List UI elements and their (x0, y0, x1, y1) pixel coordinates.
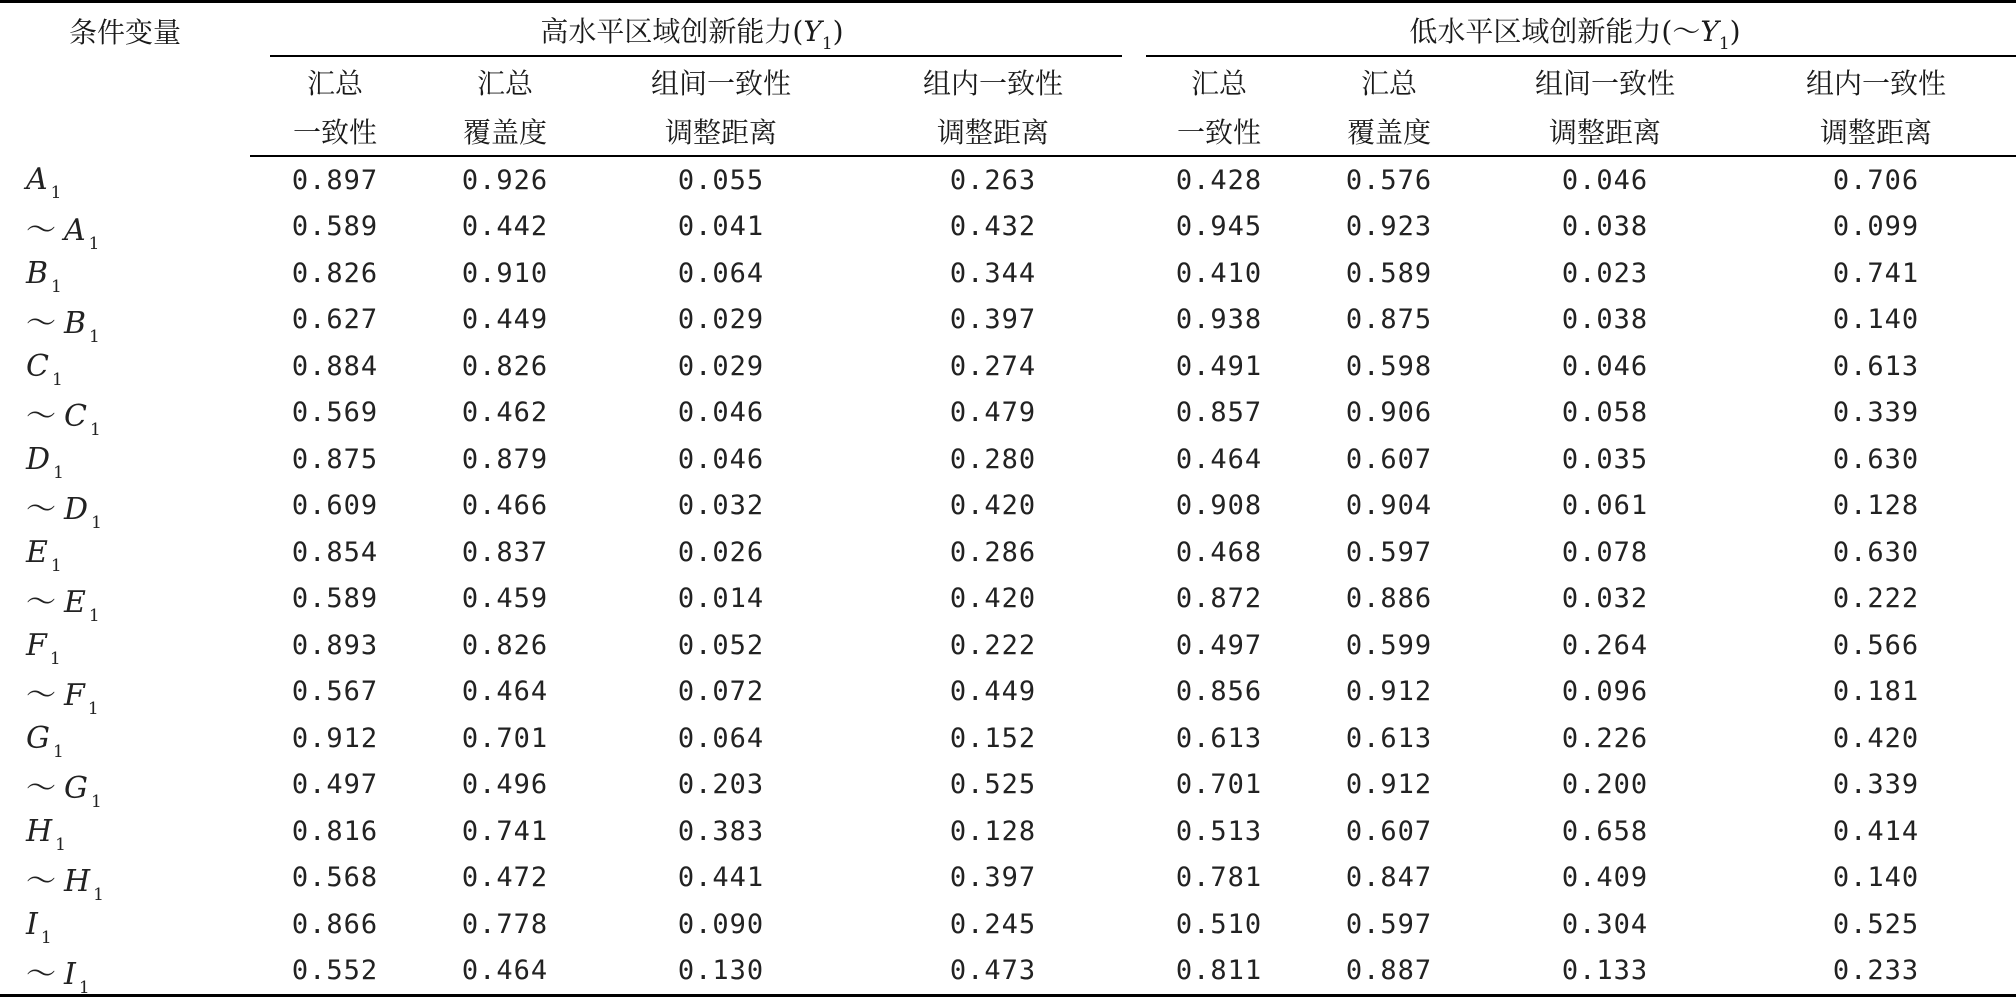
value-cell: 0.233 (1736, 948, 2016, 996)
variable-letter: C (26, 348, 49, 384)
value-cell: 0.701 (1175, 769, 1263, 801)
value-cell: 0.099 (1832, 211, 1920, 243)
col-header-line2: 一致性 (250, 107, 420, 156)
condition-variable-cell (0, 204, 250, 254)
negation-symbol: ～ (26, 956, 56, 992)
variable-letter: B (26, 255, 49, 291)
value-cell: 0.023 (1561, 257, 1649, 289)
value-cell: 0.781 (1175, 862, 1263, 894)
value-cell: 0.414 (1832, 815, 1920, 847)
table-row (0, 390, 2016, 437)
value-cell: 0.568 (291, 862, 379, 894)
condition-variable-cell (0, 948, 250, 996)
col-header-line1: 汇总 (1360, 67, 1417, 100)
negation-symbol: ～ (26, 398, 56, 434)
value-cell: 0.432 (949, 211, 1037, 243)
value-cell: 0.128 (949, 815, 1037, 847)
value-cell: 0.064 (677, 722, 765, 754)
table-row (0, 343, 2016, 390)
value-cell: 0.420 (949, 583, 1037, 615)
col-header-line1: 组间一致性 (650, 67, 791, 100)
variable-letter: G (26, 720, 50, 756)
variable-subscript: 1 (50, 555, 62, 576)
variable-subscript: 1 (89, 419, 101, 440)
value-cell: 0.014 (677, 583, 765, 615)
value-cell: 0.479 (949, 397, 1037, 429)
negation-symbol: ～ (26, 863, 56, 899)
value-cell: 0.567 (291, 676, 379, 708)
value-cell: 0.078 (1561, 536, 1649, 568)
value-cell: 0.741 (461, 815, 549, 847)
value-cell: 0.046 (1561, 164, 1649, 196)
value-cell: 0.152 (949, 722, 1037, 754)
high-group-prefix: 高水平区域创新能力( (540, 15, 804, 48)
value-cell: 0.032 (1561, 583, 1649, 615)
col-header-line2: 调整距离 (852, 107, 1134, 156)
value-cell: 0.826 (291, 257, 379, 289)
value-cell: 0.286 (949, 536, 1037, 568)
value-cell: 0.410 (1175, 257, 1263, 289)
variable-letter: F (64, 677, 85, 713)
negation-symbol: ～ (26, 305, 56, 341)
high-group-suffix: ) (832, 15, 844, 48)
value-cell: 0.826 (461, 350, 549, 382)
value-cell: 0.420 (949, 490, 1037, 522)
negation-symbol: ～ (26, 491, 56, 527)
value-cell: 0.344 (949, 257, 1037, 289)
value-cell: 0.428 (1175, 164, 1263, 196)
value-cell: 0.887 (1304, 948, 1474, 996)
condition-variable-cell (0, 622, 250, 669)
value-cell: 0.442 (461, 211, 549, 243)
value-cell: 0.130 (590, 948, 852, 996)
value-cell: 0.038 (1561, 211, 1649, 243)
value-cell: 0.826 (461, 629, 549, 661)
value-cell: 0.420 (1832, 722, 1920, 754)
value-cell: 0.383 (677, 815, 765, 847)
variable-subscript: 1 (91, 512, 102, 533)
value-cell: 0.525 (1832, 908, 1920, 940)
variable-subscript: 1 (78, 977, 90, 998)
value-cell: 0.472 (461, 862, 549, 894)
value-cell: 0.906 (1345, 397, 1433, 429)
variable-letter: A (64, 212, 86, 248)
value-cell: 0.449 (949, 676, 1037, 708)
value-cell: 0.857 (1175, 397, 1263, 429)
table-row (0, 529, 2016, 576)
value-cell: 0.879 (461, 443, 549, 475)
value-cell: 0.064 (677, 257, 765, 289)
table-row (0, 297, 2016, 344)
value-cell: 0.912 (1345, 676, 1433, 708)
variable-subscript: 1 (89, 326, 100, 347)
value-cell: 0.837 (461, 536, 549, 568)
value-cell: 0.525 (949, 769, 1037, 801)
col-header-line1: 组间一致性 (1534, 67, 1675, 100)
value-cell: 0.263 (949, 164, 1037, 196)
value-cell: 0.274 (949, 350, 1037, 382)
value-cell: 0.589 (291, 211, 379, 243)
value-cell: 0.630 (1832, 536, 1920, 568)
variable-subscript: 1 (55, 834, 66, 855)
table-header (0, 2, 2016, 157)
value-cell: 0.627 (291, 304, 379, 336)
value-cell: 0.569 (291, 397, 379, 429)
low-group-var: Y (1700, 15, 1719, 48)
col-header-line2: 覆盖度 (420, 107, 590, 156)
variable-subscript: 1 (52, 741, 64, 762)
condition-variable-cell (0, 250, 250, 297)
value-cell: 0.566 (1832, 629, 1920, 661)
value-cell: 0.264 (1561, 629, 1649, 661)
value-cell: 0.058 (1561, 397, 1649, 429)
value-cell: 0.847 (1345, 862, 1433, 894)
condition-variable-cell (0, 576, 250, 626)
variable-subscript: 1 (87, 698, 99, 719)
variable-subscript: 1 (88, 233, 100, 254)
table-row (0, 715, 2016, 762)
condition-variable-cell (0, 483, 250, 533)
value-cell: 0.497 (1175, 629, 1263, 661)
value-cell: 0.589 (1345, 257, 1433, 289)
condition-variable-cell (0, 156, 250, 204)
value-cell: 0.140 (1832, 862, 1920, 894)
value-cell: 0.816 (291, 815, 379, 847)
value-cell: 0.339 (1832, 397, 1920, 429)
value-cell: 0.912 (1345, 769, 1433, 801)
low-level-group-header (1134, 2, 2016, 58)
variable-letter: G (64, 770, 88, 806)
value-cell: 0.854 (291, 536, 379, 568)
condition-variable-cell (0, 901, 250, 948)
value-cell: 0.462 (461, 397, 549, 429)
table-row (0, 762, 2016, 809)
value-cell: 0.741 (1832, 257, 1920, 289)
table-row (0, 576, 2016, 623)
col-header-line2: 一致性 (1134, 107, 1304, 156)
negation-symbol: ～ (26, 212, 56, 248)
col-header-line2: 调整距离 (1474, 107, 1736, 156)
value-cell: 0.222 (949, 629, 1037, 661)
value-cell: 0.046 (1561, 350, 1649, 382)
col-header-line1: 组内一致性 (922, 67, 1063, 100)
variable-letter: I (64, 956, 76, 992)
high-group-sub: 1 (821, 34, 833, 54)
condition-variable-cell (0, 390, 250, 440)
value-cell: 0.397 (949, 862, 1037, 894)
condition-variable-cell (0, 855, 250, 905)
value-cell: 0.473 (852, 948, 1134, 996)
table-body (0, 156, 2016, 996)
value-cell: 0.510 (1175, 908, 1263, 940)
value-cell: 0.701 (461, 722, 549, 754)
condition-variable-cell (0, 669, 250, 719)
table-row (0, 901, 2016, 948)
value-cell: 0.607 (1345, 815, 1433, 847)
high-group-var: Y (803, 15, 822, 48)
condition-variable-cell (0, 297, 250, 347)
condition-variable-header (0, 2, 250, 157)
value-cell: 0.203 (677, 769, 765, 801)
value-cell: 0.613 (1175, 722, 1263, 754)
value-cell: 0.339 (1832, 769, 1920, 801)
value-cell: 0.464 (1175, 443, 1263, 475)
low-group-suffix: ) (1729, 15, 1741, 48)
variable-subscript: 1 (51, 369, 63, 390)
variable-letter: F (26, 627, 47, 663)
value-cell: 0.598 (1345, 350, 1433, 382)
value-cell: 0.032 (677, 490, 765, 522)
variable-letter: C (64, 398, 87, 434)
value-cell: 0.630 (1832, 443, 1920, 475)
table-row (0, 622, 2016, 669)
value-cell: 0.599 (1345, 629, 1433, 661)
variable-letter: D (64, 491, 89, 527)
col-header-line2: 调整距离 (1736, 107, 2016, 156)
condition-variable-label: 条件变量 (68, 16, 181, 49)
variable-subscript: 1 (88, 605, 100, 626)
value-cell: 0.441 (677, 862, 765, 894)
value-cell: 0.706 (1832, 164, 1920, 196)
value-cell: 0.026 (677, 536, 765, 568)
value-cell: 0.133 (1474, 948, 1736, 996)
col-header-line1: 汇总 (1190, 67, 1247, 100)
value-cell: 0.912 (291, 722, 379, 754)
value-cell: 0.904 (1345, 490, 1433, 522)
col-header-line2: 覆盖度 (1304, 107, 1474, 156)
table-row (0, 436, 2016, 483)
value-cell: 0.607 (1345, 443, 1433, 475)
value-cell: 0.597 (1345, 536, 1433, 568)
col-header-line1: 汇总 (306, 67, 363, 100)
value-cell: 0.886 (1345, 583, 1433, 615)
value-cell: 0.029 (677, 304, 765, 336)
variable-letter: I (26, 906, 38, 942)
value-cell: 0.496 (461, 769, 549, 801)
table-row (0, 855, 2016, 902)
value-cell: 0.052 (677, 629, 765, 661)
condition-variable-cell (0, 343, 250, 390)
variable-subscript: 1 (90, 791, 102, 812)
value-cell: 0.029 (677, 350, 765, 382)
high-level-group-header (250, 2, 1134, 58)
condition-variable-cell (0, 715, 250, 762)
variable-subscript: 1 (51, 276, 62, 297)
negation-symbol: ～ (26, 677, 56, 713)
value-cell: 0.613 (1345, 722, 1433, 754)
value-cell: 0.923 (1345, 211, 1433, 243)
value-cell: 0.926 (461, 164, 549, 196)
value-cell: 0.128 (1832, 490, 1920, 522)
low-group-prefix: 低水平区域创新能力(～ (1409, 15, 1701, 48)
variable-subscript: 1 (93, 884, 104, 905)
value-cell: 0.875 (291, 443, 379, 475)
value-cell: 0.035 (1561, 443, 1649, 475)
variable-subscript: 1 (40, 927, 52, 948)
variable-letter: H (26, 813, 53, 849)
value-cell: 0.466 (461, 490, 549, 522)
value-cell: 0.884 (291, 350, 379, 382)
table-row (0, 250, 2016, 297)
value-cell: 0.866 (291, 908, 379, 940)
value-cell: 0.658 (1561, 815, 1649, 847)
group-header-row (0, 2, 2016, 58)
value-cell: 0.856 (1175, 676, 1263, 708)
table-row (0, 948, 2016, 996)
variable-subscript: 1 (49, 648, 61, 669)
value-cell: 0.181 (1832, 676, 1920, 708)
value-cell: 0.875 (1345, 304, 1433, 336)
value-cell: 0.200 (1561, 769, 1649, 801)
col-header-line1: 组内一致性 (1805, 67, 1946, 100)
value-cell: 0.491 (1175, 350, 1263, 382)
variable-letter: H (64, 863, 91, 899)
value-cell: 0.910 (461, 257, 549, 289)
variable-letter: A (26, 162, 48, 198)
low-group-sub: 1 (1718, 34, 1730, 54)
value-cell: 0.872 (1175, 583, 1263, 615)
value-cell: 0.513 (1175, 815, 1263, 847)
value-cell: 0.090 (677, 908, 765, 940)
value-cell: 0.576 (1345, 164, 1433, 196)
value-cell: 0.908 (1175, 490, 1263, 522)
value-cell: 0.897 (291, 164, 379, 196)
value-cell: 0.245 (949, 908, 1037, 940)
condition-variable-cell (0, 762, 250, 812)
value-cell: 0.096 (1561, 676, 1649, 708)
table-row (0, 669, 2016, 716)
value-cell: 0.464 (461, 676, 549, 708)
value-cell: 0.041 (677, 211, 765, 243)
value-cell: 0.046 (677, 397, 765, 429)
value-cell: 0.072 (677, 676, 765, 708)
value-cell: 0.046 (677, 443, 765, 475)
value-cell: 0.938 (1175, 304, 1263, 336)
value-cell: 0.552 (250, 948, 420, 996)
variable-subscript: 1 (50, 183, 62, 204)
column-header-row-2 (0, 107, 2016, 156)
value-cell: 0.811 (1134, 948, 1304, 996)
value-cell: 0.222 (1832, 583, 1920, 615)
negation-symbol: ～ (26, 584, 56, 620)
value-cell: 0.280 (949, 443, 1037, 475)
value-cell: 0.497 (291, 769, 379, 801)
value-cell: 0.945 (1175, 211, 1263, 243)
variable-letter: B (64, 305, 87, 341)
value-cell: 0.061 (1561, 490, 1649, 522)
value-cell: 0.140 (1832, 304, 1920, 336)
table-row (0, 483, 2016, 530)
column-header-row-1 (0, 57, 2016, 107)
col-header-line1: 汇总 (476, 67, 533, 100)
value-cell: 0.055 (677, 164, 765, 196)
value-cell: 0.409 (1561, 862, 1649, 894)
value-cell: 0.226 (1561, 722, 1649, 754)
table-row (0, 204, 2016, 251)
value-cell: 0.459 (461, 583, 549, 615)
table-row (0, 156, 2016, 204)
negation-symbol: ～ (26, 770, 56, 806)
value-cell: 0.609 (291, 490, 379, 522)
condition-variable-cell (0, 529, 250, 576)
value-cell: 0.464 (420, 948, 590, 996)
variable-letter: E (64, 584, 86, 620)
variable-letter: E (26, 534, 48, 570)
value-cell: 0.304 (1561, 908, 1649, 940)
variable-letter: D (26, 441, 51, 477)
value-cell: 0.038 (1561, 304, 1649, 336)
value-cell: 0.893 (291, 629, 379, 661)
value-cell: 0.468 (1175, 536, 1263, 568)
table-row (0, 808, 2016, 855)
col-header-line2: 调整距离 (590, 107, 852, 156)
condition-variable-cell (0, 436, 250, 483)
value-cell: 0.597 (1345, 908, 1433, 940)
variable-subscript: 1 (53, 462, 64, 483)
condition-variable-cell (0, 808, 250, 855)
value-cell: 0.449 (461, 304, 549, 336)
value-cell: 0.397 (949, 304, 1037, 336)
value-cell: 0.613 (1832, 350, 1920, 382)
value-cell: 0.778 (461, 908, 549, 940)
value-cell: 0.589 (291, 583, 379, 615)
